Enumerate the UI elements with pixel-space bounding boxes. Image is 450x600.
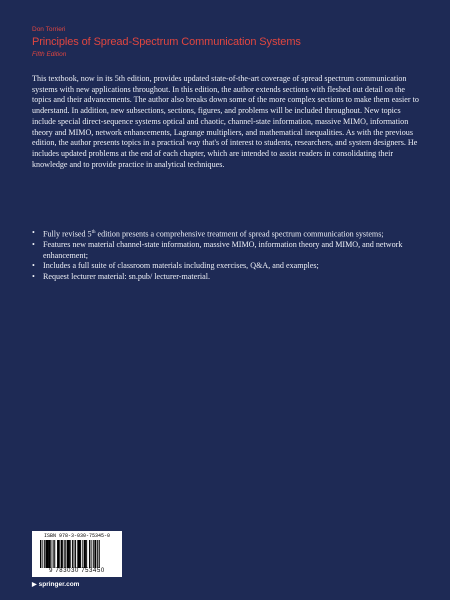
bullet-icon: • [32,261,35,271]
barcode-bar [67,540,70,568]
feature-item: • Request lecturer material: sn.pub/ lecturer-material. [32,271,211,281]
barcode-bar [42,540,43,568]
barcode-bar [40,540,41,568]
barcode-bar [70,540,71,568]
book-title: Principles of Spread-Spectrum Communication Systems [32,36,301,48]
barcode-bar [75,540,76,568]
bullet-icon: • [32,271,35,281]
barcode-bar [45,540,48,568]
barcode-bar [65,540,66,568]
barcode-bar [72,540,73,568]
description-paragraph: This textbook, now in its 5th edition, provides updated state-of-the-art coverage of spread spectrum communication systems with new applications throughout. In this edition, the author extends sections with fleshed out detail on the topics and their advancements. The author also breaks down some of the more complex sections to make them easier to understand. In addition, new subsections, sections, figures, and problems will be included throughout. New topics include special direct-sequence systems optical and chaotic, channel-state information, massive MIMO, information theory and MIMO, network enhancements, Lagrange multipliers, and mathematical inequalities. As with the previous edition, the author presents topics in a practical way that's of interest to students, researchers, and system designers. He includes updated problems at the end of each chapter, which are intended to assist readers in consolidating their knowledge and to provide practice in analytical techniques. [32,74,419,169]
feature-item: • Features new material channel-state information, massive MIMO, information theory and MIMO, and network enhancement; [32,240,403,260]
edition-label: Fifth Edition [32,51,67,58]
barcode-bar [64,540,65,568]
barcode-bar [44,540,45,568]
barcode-bar [74,540,75,568]
barcode-digits: 9 783030 753450 [49,568,105,574]
isbn-barcode [32,531,122,577]
barcode-bar [84,540,86,568]
barcode-bar [59,540,60,568]
barcode-bar [89,540,90,568]
barcode-bar [54,540,55,568]
barcode-bar [91,540,92,568]
barcode-bar [57,540,59,568]
barcode-bar [93,540,94,568]
barcode-bars [40,540,114,568]
barcode-bar [61,540,63,568]
arrow-icon: ▶ [32,582,37,588]
bullet-icon: • [32,228,35,237]
barcode-bar [97,540,98,568]
bullet-icon: • [32,240,35,250]
publisher-url[interactable] [32,581,79,588]
feature-item: • Includes a full suite of classroom materials including exercises, Q&A, and examples; [32,261,319,271]
barcode-bar [48,540,50,568]
barcode-bar [80,540,81,568]
barcode-bar [99,540,100,568]
isbn-label: ISBN 978-3-030-75345-0 [43,533,110,539]
barcode-bar [94,540,96,568]
author-name: Don Torrieri [32,26,66,33]
publisher-url-label: springer.com [38,581,80,588]
barcode-bar [82,540,83,568]
barcode-bar [50,540,51,568]
barcode-bar [86,540,87,568]
feature-list [32,228,422,282]
feature-item: • Fully revised 5th edition presents a comprehensive treatment of spread spectrum communication systems; [32,228,384,239]
barcode-bar [53,540,54,568]
barcode-bar [77,540,80,568]
